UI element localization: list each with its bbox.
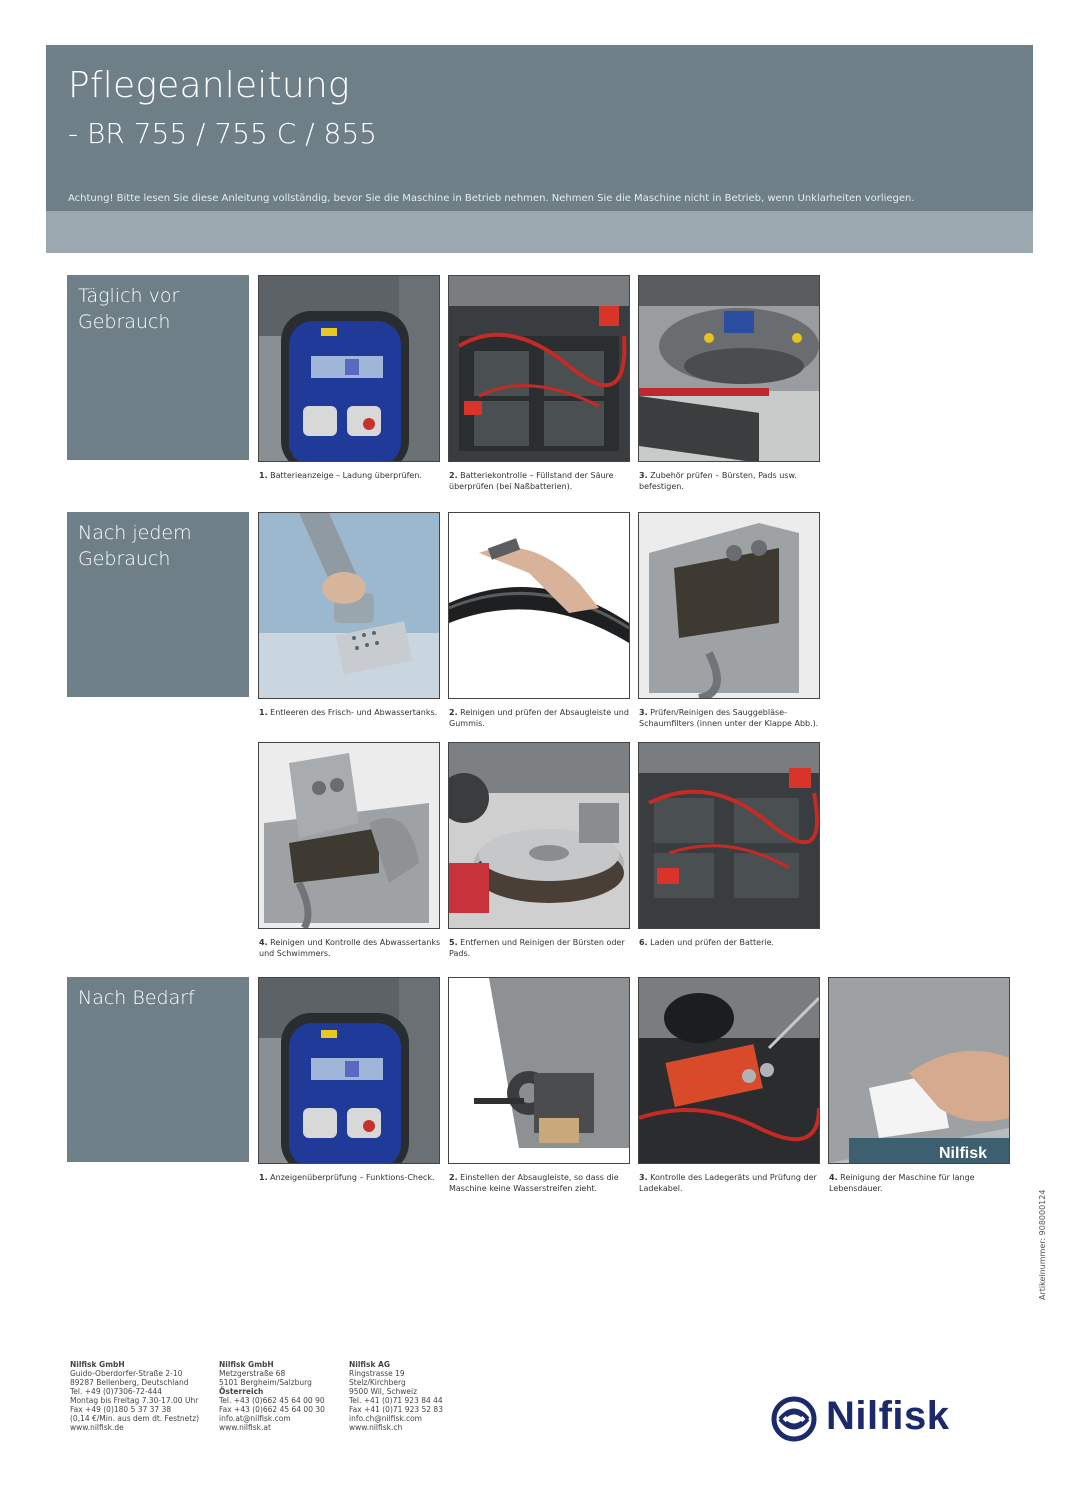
section-label: Täglich vor Gebrauch — [78, 285, 180, 333]
photo-charger-cable — [638, 977, 820, 1164]
photo-waste-tank — [258, 742, 440, 929]
photo-accessories — [638, 275, 820, 462]
warning-text: Achtung! Bitte lesen Sie diese Anleitung vollständig, bevor Sie die Maschine in Betrieb nehmen. Nehmen Sie die Maschine nicht in Betrieb, wenn Unklarheiten vorliegen. — [68, 193, 915, 204]
caption: 4. Reinigung der Maschine für lange Lebensdauer. — [829, 1173, 975, 1193]
section-taeglich — [67, 275, 249, 460]
photo-cleaning — [828, 977, 1010, 1164]
caption: 3. Prüfen/Reinigen des Sauggebläse-Schaumfilters (innen unter der Klappe Abb.). — [639, 708, 819, 728]
caption: 1. Anzeigenüberprüfung – Funktions-Check. — [259, 1173, 435, 1182]
nilfisk-logo — [770, 1396, 1020, 1442]
photo-battery-check — [448, 275, 630, 462]
caption: 5. Entfernen und Reinigen der Bürsten oder Pads. — [449, 938, 625, 958]
caption: 2. Batteriekontrolle – Füllstand der Säure überprüfen (bei Naßbatterien). — [449, 471, 614, 491]
section-label: Nach jedem Gebrauch — [78, 522, 192, 570]
photo-brushes — [448, 742, 630, 929]
contact-germany: Nilfisk GmbH Guido-Oberdorfer-Straße 2-10 89287 Bellenberg, Deutschland Tel. +49 (0)7306-72-444 Montag bis Freitag 7.30-17.00 Uhr Fax +49 (0)180 5 37 37 38 (0,14 €/Min. aus dem dt. Festnetz) www.nilfisk.de — [70, 1360, 200, 1432]
page-subtitle: - BR 755 / 755 C / 855 — [68, 117, 377, 150]
svg-text:Nilfisk: Nilfisk — [939, 1145, 988, 1162]
contact-switzerland: Nilfisk AG Ringstrasse 19 Stelz/Kirchberg 9500 Wil, Schweiz Tel. +41 (0)71 923 84 44 Fax +41 (0)71 923 52 83 info.ch@nilfisk.com www.nilfisk.ch — [349, 1360, 443, 1432]
caption: 2. Reinigen und prüfen der Absaugleiste und Gummis. — [449, 708, 629, 728]
section-label: Nach Bedarf — [78, 987, 195, 1009]
section-nach-jedem — [67, 512, 249, 697]
caption: 6. Laden und prüfen der Batterie. — [639, 938, 775, 947]
caption: 1. Batterieanzeige – Ladung überprüfen. — [259, 471, 422, 480]
nilfisk-emblem-icon — [770, 1396, 820, 1442]
page-title: Pflegeanleitung — [68, 65, 350, 106]
photo-foam-filter — [638, 512, 820, 699]
photo-squeegee — [448, 512, 630, 699]
caption: 4. Reinigen und Kontrolle des Abwassertanks und Schwimmers. — [259, 938, 441, 958]
header-banner — [46, 45, 1033, 211]
article-number: Artikelnummer: 908000124 — [1038, 1189, 1047, 1300]
photo-empty-tanks — [258, 512, 440, 699]
photo-charge-battery — [638, 742, 820, 929]
caption: 1. Entleeren des Frisch- und Abwassertanks. — [259, 708, 438, 717]
caption: 3. Zubehör prüfen – Bürsten, Pads usw. befestigen. — [639, 471, 797, 491]
caption: 3. Kontrolle des Ladegeräts und Prüfung der Ladekabel. — [639, 1173, 817, 1193]
contact-austria: Nilfisk GmbH Metzgerstraße 68 5101 Bergheim/Salzburg Österreich Tel. +43 (0)662 45 64 00 90 Fax +43 (0)662 45 64 00 30 info.at@nilfisk.com www.nilfisk.at — [219, 1360, 325, 1432]
photo-display-check — [258, 977, 440, 1164]
photo-battery-display — [258, 275, 440, 462]
logo-wordmark: Nilfisk — [826, 1394, 950, 1438]
photo-squeegee-adjust — [448, 977, 630, 1164]
section-nach-bedarf — [67, 977, 249, 1162]
header-band — [46, 211, 1033, 253]
caption: 2. Einstellen der Absaugleiste, so dass die Maschine keine Wasserstreifen zieht. — [449, 1173, 619, 1193]
